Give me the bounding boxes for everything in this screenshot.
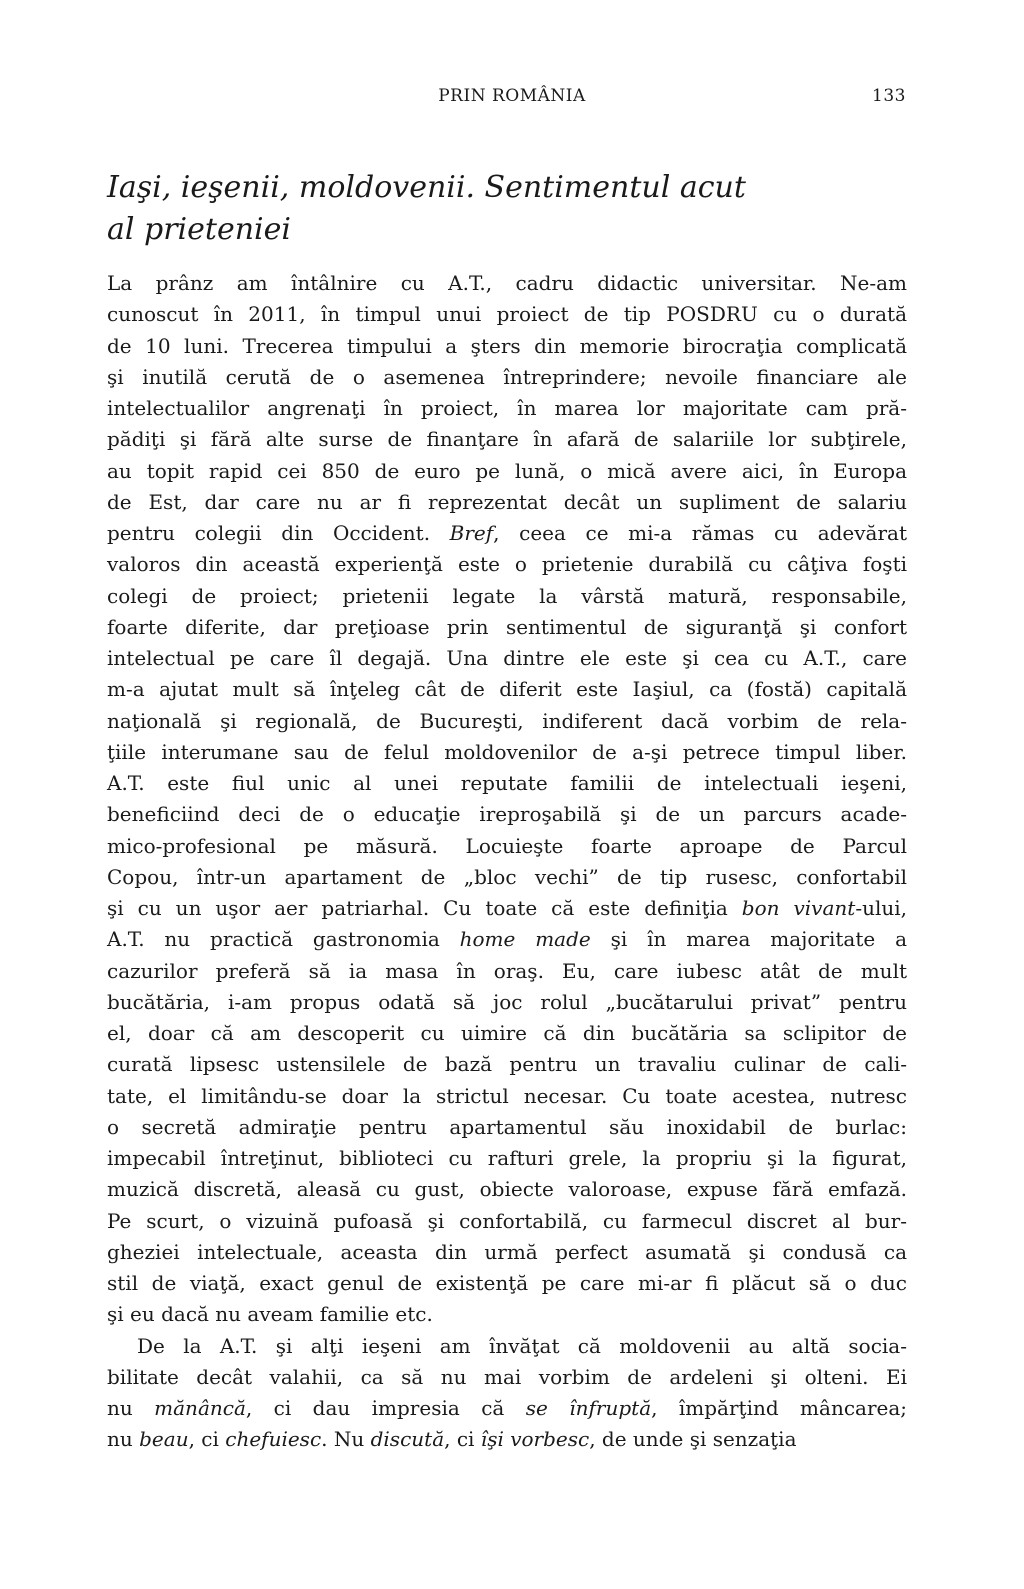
text-segment: , împărţind mâncarea; [651, 1396, 908, 1420]
text-segment: -ului, [855, 896, 907, 920]
text-line: La prânz am întâlnire cu A.T., cadru didactic universitar. Ne-am [107, 271, 907, 295]
text-line: de 10 luni. Trecerea timpului a şters din memorie birocraţia complicată [107, 333, 907, 358]
text-line: A.T. este fiul unic al unei reputate familii de intelectuali ieşeni, [107, 771, 907, 795]
text-line: beneficiind deci de o educaţie ireproşabilă şi de un parcurs acade- [107, 802, 907, 827]
italic-segment: Bref [449, 521, 494, 545]
text-line [107, 1424, 907, 1455]
text-line: de Est, dar care nu ar fi reprezentat decât un supliment de salariu [107, 489, 907, 514]
text-line: tate, el limitându-se doar la strictul necesar. Cu toate acestea, nutresc [107, 1083, 907, 1108]
text-line: şi eu dacă nu aveam familie etc. [107, 1302, 433, 1327]
text-line: pădiţi şi fără alte surse de finanţare în afară de salariile lor subţirele, [107, 427, 907, 452]
text-line: şi inutilă cerută de o asemenea întreprindere; nevoile financiare ale [107, 364, 907, 389]
text-segment: , ci [444, 1427, 481, 1452]
italic-segment: mănâncă [154, 1396, 246, 1420]
text-line: impecabil întreţinut, biblioteci cu rafturi grele, la propriu şi la figurat, [107, 1146, 907, 1170]
text-line: colegi de proiect; prietenii legate la vârstă matură, responsabile, [107, 583, 907, 608]
text-line: bilitate decât valahii, ca să nu mai vorbim de ardeleni şi olteni. Ei [107, 1364, 907, 1389]
text-line: valoros din această experienţă este o prietenie durabilă cu câţiva foşti [107, 552, 907, 577]
text-line: au topit rapid cei 850 de euro pe lună, o mică avere aici, în Europa [107, 458, 907, 483]
running-head [0, 86, 1024, 116]
text-line: m-a ajutat mult să înţeleg cât de diferit este Iaşiul, ca (fostă) capitală [107, 677, 907, 702]
body-text [107, 268, 907, 1456]
chapter-title-line: al prieteniei [107, 212, 291, 247]
text-line: mico-profesional pe măsură. Locuieşte foarte aproape de Parcul [107, 833, 907, 858]
text-segment: , ci [188, 1427, 226, 1452]
text-line [107, 518, 907, 549]
text-segment: A.T. nu practică gastronomia [107, 927, 460, 952]
text-line: o secretă admiraţie pentru apartamentul său inoxidabil de burlac: [107, 1114, 907, 1139]
text-line: bucătăria, i-am propus odată să joc rolul „bucătarului privat” pentru [107, 989, 907, 1014]
chapter-title [107, 167, 917, 251]
text-line: intelectualilor angrenaţi în proiect, în marea lor majoritate cam pră- [107, 396, 907, 420]
text-line [107, 893, 907, 924]
italic-segment: home made [459, 927, 591, 952]
italic-segment: discută [370, 1427, 445, 1452]
text-line: Pe scurt, o vizuină pufoasă şi confortabilă, cu farmecul discret al bur- [107, 1208, 907, 1233]
text-segment: nu [107, 1396, 155, 1420]
text-line: ţiile interumane sau de felul moldovenilor de a-şi petrece timpul liber. [107, 739, 907, 764]
text-line: intelectual pe care îl degajă. Una dintre ele este şi cea cu A.T., care [107, 646, 907, 670]
italic-segment: chefuiesc [225, 1427, 322, 1452]
text-line: curată lipsesc ustensilele de bază pentru un travaliu culinar de cali- [107, 1052, 907, 1077]
text-line [107, 924, 907, 955]
text-line: De la A.T. şi alţi ieşeni am învăţat că moldovenii au altă socia- [137, 1333, 907, 1358]
text-line: gheziei intelectuale, aceasta din urmă perfect asumată şi condusă ca [107, 1239, 907, 1264]
italic-segment: bon vivant [741, 896, 856, 920]
text-segment: nu [107, 1427, 140, 1452]
text-line: stil de viaţă, exact genul de existenţă pe care mi-ar fi plăcut să o duc [107, 1271, 907, 1295]
text-line: foarte diferite, dar preţioase prin sentimentul de siguranţă şi confort [107, 614, 907, 639]
text-line: cazurilor preferă să ia masa în oraş. Eu, care iubesc atât de mult [107, 958, 907, 983]
text-segment: pentru colegii din Occident. [107, 521, 450, 545]
page-number: 133 [872, 86, 906, 106]
text-line: naţională şi regională, de Bucureşti, indiferent dacă vorbim de rela- [107, 708, 907, 733]
text-segment: şi în marea majoritate a [590, 927, 907, 952]
text-segment: , de unde şi senzaţia [589, 1427, 797, 1452]
text-segment: . Nu [321, 1427, 371, 1452]
text-segment: şi cu un uşor aer patriarhal. Cu toate că este definiţia [107, 896, 742, 920]
text-line: el, doar că am descoperit cu uimire că din bucătăria sa sclipitor de [107, 1021, 907, 1045]
italic-segment: beau [139, 1427, 189, 1452]
text-segment: , ci dau impresia că [245, 1396, 526, 1420]
text-line: muzică discretă, aleasă cu gust, obiecte valoroase, expuse fără emfază. [107, 1177, 907, 1202]
italic-segment: îşi vorbesc [480, 1427, 590, 1452]
text-segment: , ceea ce mi-a rămas cu adevărat [493, 521, 908, 545]
chapter-title-line: Iaşi, ieşenii, moldovenii. Sentimentul acut [107, 170, 746, 205]
text-line [107, 1393, 907, 1424]
running-title: PRIN ROMÂNIA [438, 86, 586, 106]
text-line: Copou, într-un apartament de „bloc vechi” de tip rusesc, confortabil [107, 864, 907, 889]
text-line: cunoscut în 2011, în timpul unui proiect de tip POSDRU cu o durată [107, 302, 907, 327]
italic-segment: se înfruptă [525, 1396, 652, 1420]
